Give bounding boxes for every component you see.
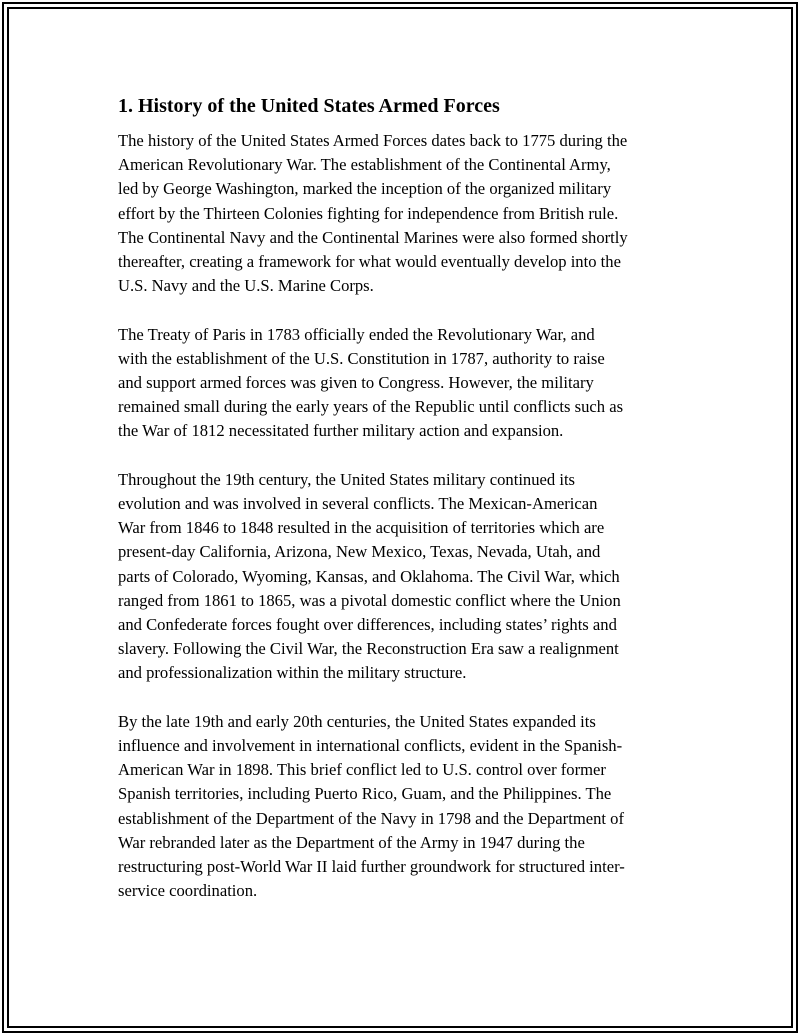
text-line: the War of 1812 necessitated further military action and expansion. xyxy=(118,421,564,441)
paragraph-1 xyxy=(118,129,688,298)
text-line: present-day California, Arizona, New Mexico, Texas, Nevada, Utah, and xyxy=(118,542,601,562)
text-line: U.S. Navy and the U.S. Marine Corps. xyxy=(118,276,374,296)
text-line: establishment of the Department of the Navy in 1798 and the Department of xyxy=(118,808,624,828)
text-line: slavery. Following the Civil War, the Reconstruction Era saw a realignment xyxy=(118,639,619,659)
text-line: The Treaty of Paris in 1783 officially ended the Revolutionary War, and xyxy=(118,324,595,344)
text-line: and professionalization within the military structure. xyxy=(118,663,467,683)
text-line: thereafter, creating a framework for what would eventually develop into the xyxy=(118,252,621,272)
text-line: American Revolutionary War. The establishment of the Continental Army, xyxy=(118,155,611,175)
text-line: restructuring post-World War II laid further groundwork for structured inter- xyxy=(118,857,625,877)
text-line: By the late 19th and early 20th centuries, the United States expanded its xyxy=(118,711,596,731)
text-line: with the establishment of the U.S. Constitution in 1787, authority to raise xyxy=(118,348,605,368)
text-line: effort by the Thirteen Colonies fighting for independence from British rule. xyxy=(118,203,619,223)
text-line: War rebranded later as the Department of the Army in 1947 during the xyxy=(118,832,585,852)
text-line: and support armed forces was given to Congress. However, the military xyxy=(118,373,594,393)
text-line: remained small during the early years of the Republic until conflicts such as xyxy=(118,397,624,417)
text-line: The history of the United States Armed Forces dates back to 1775 during the xyxy=(118,131,628,150)
text-line: influence and involvement in international conflicts, evident in the Spanish- xyxy=(118,736,623,756)
text-line: American War in 1898. This brief conflict led to U.S. control over former xyxy=(118,760,606,780)
text-line: evolution and was involved in several conflicts. The Mexican-American xyxy=(118,494,598,514)
text-line: Throughout the 19th century, the United States military continued its xyxy=(118,469,576,489)
text-line: Spanish territories, including Puerto Rico, Guam, and the Philippines. The xyxy=(118,784,612,804)
text-line: led by George Washington, marked the inception of the organized military xyxy=(118,179,612,199)
text-line: parts of Colorado, Wyoming, Kansas, and Oklahoma. The Civil War, which xyxy=(118,566,620,586)
text-line: ranged from 1861 to 1865, was a pivotal domestic conflict where the Union xyxy=(118,590,621,610)
paragraph-4 xyxy=(118,710,688,904)
text-line: service coordination. xyxy=(118,881,258,901)
text-line: War from 1846 to 1848 resulted in the acquisition of territories which are xyxy=(118,518,605,538)
paragraph-3 xyxy=(118,468,688,686)
text-line: and Confederate forces fought over differences, including states’ rights and xyxy=(118,615,617,635)
section-heading: 1. History of the United States Armed Forces xyxy=(118,95,500,117)
text-line: The Continental Navy and the Continental Marines were also formed shortly xyxy=(118,227,628,247)
paragraph-2 xyxy=(118,323,688,444)
document-body xyxy=(118,92,688,928)
